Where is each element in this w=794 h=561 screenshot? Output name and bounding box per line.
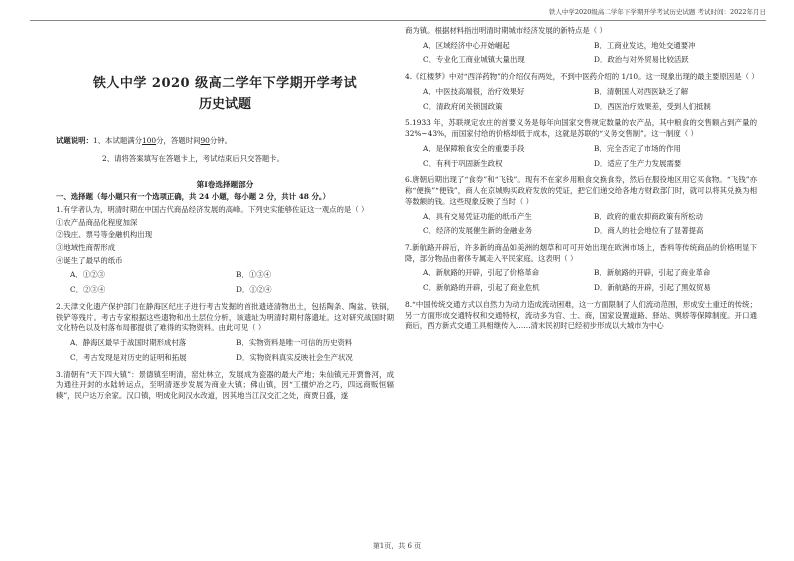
question-stem: 1.有学者认为，明清时期在中国古代商品经济发展的高峰。下列史实能够佐证这一观点的是（ ） bbox=[56, 204, 369, 214]
answer-options bbox=[405, 87, 757, 112]
answer-option: A．静海区最早于战国时期形成村落 bbox=[70, 338, 187, 348]
notes-label: 试题说明： bbox=[56, 135, 93, 145]
question-stem: 3.清朝有“天下四大镇”：景德镇至明清，窑灶林立，发展成为瓷器的最大产地；朱仙镇元开贾鲁河，成为通往开封的水陆转运点，至明清逐步发展为商业大镇；佛山镇，因“工擅炉冶之巧，四远商贩恒辐辏”，民户达万余家。汉口镇，明成化间汉水改道，因其地当江汉交汇之处，商贾日盛，遂 bbox=[56, 369, 394, 401]
answer-option: B．①③④ bbox=[236, 270, 271, 280]
question-statement: ①农产品商品化程度加深 bbox=[56, 217, 138, 227]
answer-option: A．是保障粮食安全的重要手段 bbox=[423, 143, 525, 153]
question-stem: 7.新航路开辟后，许多新的商品如美洲的烟草和可可开始出现在欧洲市场上，香料等传统商品的价格明显下降，部分物品由奢侈专属走入平民家庭。这表明（ ） bbox=[405, 243, 757, 263]
answer-option: D．适应了生产力发展需要 bbox=[594, 158, 682, 168]
answer-option: D．西医治疗效果差，受到人们抵制 bbox=[594, 101, 711, 111]
answer-option: C．有利于巩固新生政权 bbox=[423, 158, 503, 168]
part-title: 一、选择题（每小题只有一个选项正确，共 24 小题，每小题 2 分，共计 48 分。） bbox=[56, 192, 330, 202]
answer-option: D．新航路的开辟，引起了黑奴贸易 bbox=[594, 283, 711, 293]
answer-option: A．中医技高端很，治疗效果好 bbox=[423, 86, 525, 96]
answer-option: B．实物资料是唯一可信的历史资料 bbox=[236, 338, 353, 348]
answer-option: D．商人的社会地位有了显著提高 bbox=[594, 226, 704, 236]
answer-options bbox=[56, 270, 394, 295]
answer-option: D．①②④ bbox=[236, 285, 272, 295]
left-column bbox=[56, 26, 394, 404]
question-statement: ④诞生了最早的纸币 bbox=[56, 255, 123, 265]
page-header: 铁人中学2020级高二学年下学期开学考试历史试题 考试时间：2022年月日 bbox=[548, 8, 766, 16]
exam-title: 铁人中学 2020 级高二学年下学期开学考试 bbox=[92, 76, 358, 91]
note-text: 1、本试题满分 bbox=[92, 135, 143, 145]
answer-option: A．具有交易凭证功能的纸币产生 bbox=[423, 211, 532, 221]
answer-option: A．新航路的开辟，引起了价格革命 bbox=[423, 268, 540, 278]
answer-option: D．政治与对外贸易比较活跃 bbox=[594, 55, 689, 65]
answer-option: C．经济的发展催生新的金融业务 bbox=[423, 226, 533, 236]
answer-option: C．专业化工商业城镇大量出现 bbox=[423, 55, 525, 65]
answer-option: C．新航路的开辟，引起了商业危机 bbox=[423, 283, 540, 293]
total-score: 100 bbox=[142, 135, 157, 145]
answer-option: B．工商业发达，地处交通要冲 bbox=[594, 40, 696, 50]
question-stem: 5.1933 年，苏联规定农庄的首要义务是每年向国家交售规定数量的农产品，其中粮食的交售额占到产量的 32%~43%，而国家付给的价格却低于成本，这就是苏联的“义务交售制”。这一制度（ ） bbox=[405, 118, 757, 139]
question-stem: 4.《红楼梦》中对“西洋药物”的介绍仅有两处，不到中医药介绍的 1/10。这一现象出现的最主要原因是（ ） bbox=[405, 72, 759, 82]
exam-notes bbox=[56, 136, 394, 165]
question-statement: ②钱庄、票号等金融机构出现 bbox=[56, 230, 153, 240]
answer-option: A．区域经济中心开始崛起 bbox=[423, 40, 510, 50]
header-rule bbox=[30, 20, 766, 21]
answer-option: D．实物资料真实反映社会生产状况 bbox=[236, 352, 353, 362]
section-title: 第Ⅰ卷选择题部分 bbox=[196, 180, 254, 190]
note-text: 分，答题时间 bbox=[156, 135, 201, 145]
answer-option: C．清政府闭关锁国政策 bbox=[423, 101, 503, 111]
answer-option: B．完全否定了市场的作用 bbox=[594, 143, 681, 153]
answer-options bbox=[56, 338, 394, 363]
question-statement: ③地域性商帮形成 bbox=[56, 243, 116, 252]
question-stem: 2.天津文化遗产保护部门在静海区纪庄子进行考古发掘的首批遗迹清物出土，包括陶条、陶盆、铁锅，铁铲等残片。考古专家根据这些遗物和出土层位分析，该遗址为明清时期村落遗址。这对研究战国时期文化特色以及村落布局都提供了难得的实物资料。由此可见（ ） bbox=[56, 301, 394, 333]
answer-options bbox=[405, 41, 757, 66]
right-column bbox=[405, 26, 757, 334]
answer-option: B．政府的重农抑商政策有所松动 bbox=[594, 211, 703, 221]
exam-time: 90 bbox=[200, 135, 210, 145]
answer-option: B．清朝国人对西医缺乏了解 bbox=[594, 86, 689, 96]
note-line-1 bbox=[56, 136, 394, 147]
answer-option: B．新航路的开辟，引起了商业革命 bbox=[594, 268, 711, 278]
answer-option: C．考古发现是对历史的证明和拓展 bbox=[70, 352, 187, 362]
exam-subtitle: 历史试题 bbox=[198, 96, 251, 112]
question-stem: 商为镇。根据材料指出明清时期城市经济发展的新特点是（ ） bbox=[405, 26, 607, 35]
left-questions bbox=[56, 205, 394, 402]
page-footer: 第1页，共 6 页 bbox=[372, 542, 422, 550]
question-stem: 8.“中国传统交通方式以自然力为动力造成流动困难，这一方面限制了人们流动范围，形成安土重迁的传统；另一方面形成交通特权和交通特权，流动多为官、士、商，国家设置道路、驿站、舆轿等保障制度。开口通商后，西方新式交通工具相继传入……清末民初时已经初步形成以大城市为中心 bbox=[405, 299, 757, 331]
question-stem: 6.唐朝后期出现了“食券”和“飞钱”。现有不在家乡用粮食交换食券，然后在服役地区用它买食物。“飞钱”亦称“便换”“便钱”，商人在京城购买政府发放的凭证，把它们递交给各地方财政部门时，就可以将其兑换为相等数额的钱。这些现象反映了当时（ ） bbox=[405, 175, 757, 206]
answer-options bbox=[405, 268, 757, 293]
answer-option: A．①②③ bbox=[70, 270, 105, 280]
note-line-2: 2、请将答案填写在答题卡上，考试结束后只交答题卡。 bbox=[102, 154, 285, 164]
answer-options bbox=[405, 144, 757, 169]
answer-option: C．②③④ bbox=[70, 285, 106, 295]
note-text: 分钟。 bbox=[209, 135, 233, 145]
right-questions bbox=[405, 26, 757, 332]
answer-options bbox=[405, 212, 757, 237]
